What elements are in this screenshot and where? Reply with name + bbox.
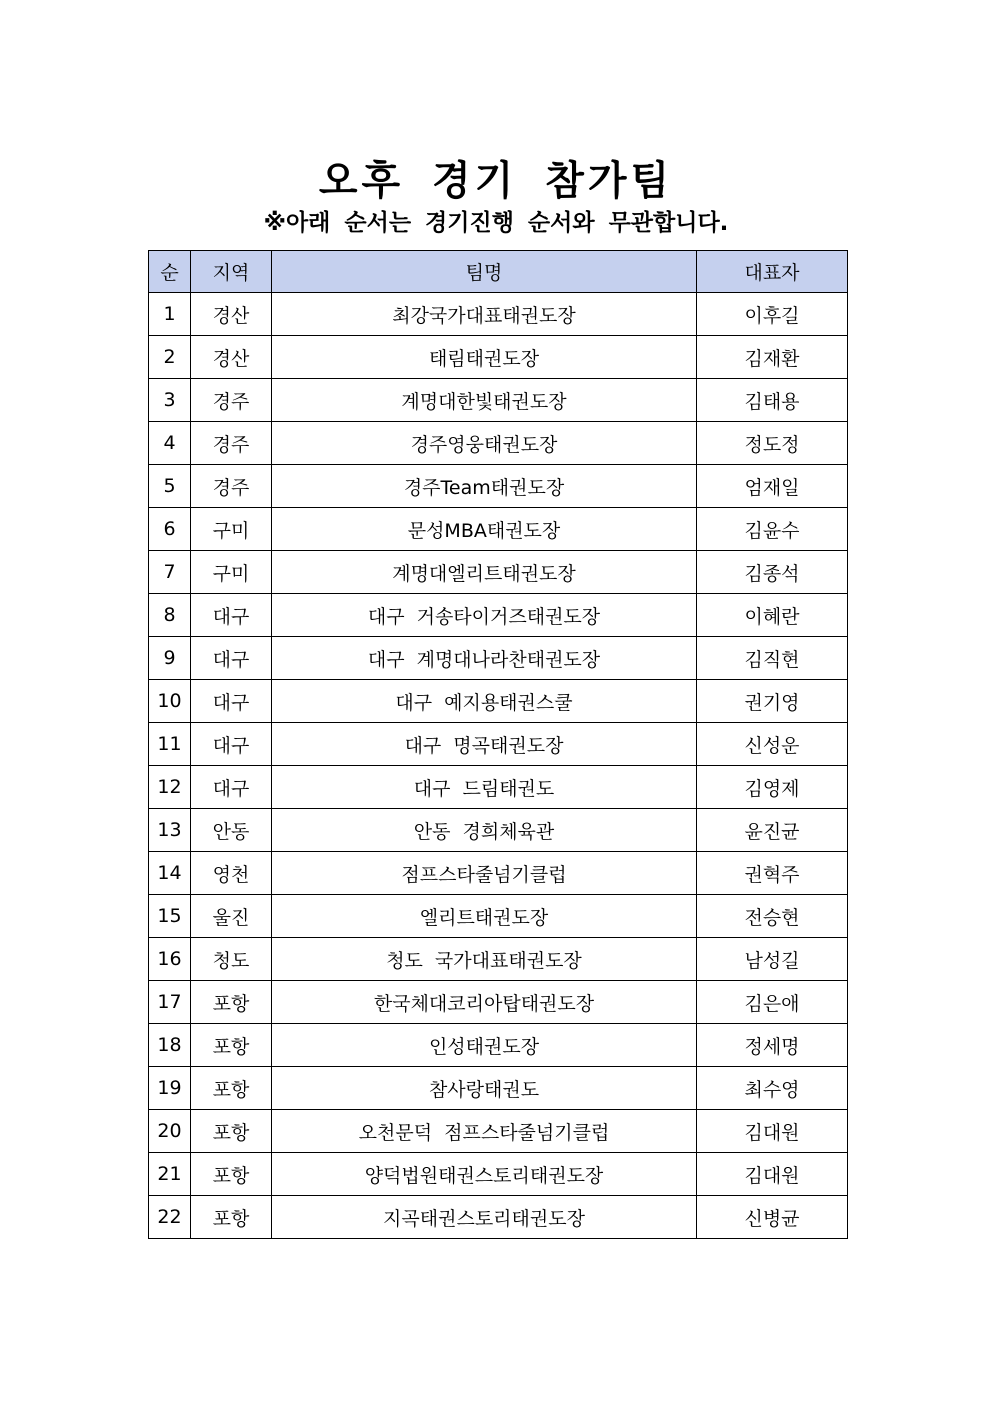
region-cell: 구미 xyxy=(191,551,272,594)
table-row xyxy=(149,336,848,379)
region-cell: 울진 xyxy=(191,895,272,938)
table-row xyxy=(149,551,848,594)
region-cell: 포항 xyxy=(191,1110,272,1153)
representative-cell: 권혁주 xyxy=(697,852,848,895)
table-row xyxy=(149,594,848,637)
region-cell: 대구 xyxy=(191,594,272,637)
header-no: 순 xyxy=(149,251,191,293)
representative-cell: 김대원 xyxy=(697,1153,848,1196)
header-team: 팀명 xyxy=(272,251,697,293)
team-name-cell: 지곡태권스토리태권도장 xyxy=(272,1196,697,1239)
row-number-cell: 4 xyxy=(149,422,191,465)
region-cell: 대구 xyxy=(191,680,272,723)
page-subtitle: ※아래 순서는 경기진행 순서와 무관합니다. xyxy=(263,210,729,236)
table-row xyxy=(149,1153,848,1196)
table-row xyxy=(149,809,848,852)
team-name-cell: 태림태권도장 xyxy=(272,336,697,379)
region-cell: 경주 xyxy=(191,379,272,422)
row-number-cell: 15 xyxy=(149,895,191,938)
region-cell: 경산 xyxy=(191,293,272,336)
region-cell: 영천 xyxy=(191,852,272,895)
team-name-cell: 대구 드림태권도 xyxy=(272,766,697,809)
team-name-cell: 대구 예지용태권스쿨 xyxy=(272,680,697,723)
region-cell: 포항 xyxy=(191,1196,272,1239)
row-number-cell: 16 xyxy=(149,938,191,981)
row-number-cell: 1 xyxy=(149,293,191,336)
row-number-cell: 18 xyxy=(149,1024,191,1067)
team-name-cell: 한국체대코리아탑태권도장 xyxy=(272,981,697,1024)
region-cell: 포항 xyxy=(191,1067,272,1110)
representative-cell: 최수영 xyxy=(697,1067,848,1110)
representative-cell: 김윤수 xyxy=(697,508,848,551)
team-name-cell: 계명대한빛태권도장 xyxy=(272,379,697,422)
table-row xyxy=(149,293,848,336)
row-number-cell: 21 xyxy=(149,1153,191,1196)
team-name-cell: 양덕법원태권스토리태권도장 xyxy=(272,1153,697,1196)
team-name-cell: 계명대엘리트태권도장 xyxy=(272,551,697,594)
team-name-cell: 문성MBA태권도장 xyxy=(272,508,697,551)
region-cell: 청도 xyxy=(191,938,272,981)
header-region: 지역 xyxy=(191,251,272,293)
representative-cell: 이혜란 xyxy=(697,594,848,637)
table-row xyxy=(149,981,848,1024)
representative-cell: 전승현 xyxy=(697,895,848,938)
row-number-cell: 5 xyxy=(149,465,191,508)
table-row xyxy=(149,637,848,680)
row-number-cell: 8 xyxy=(149,594,191,637)
row-number-cell: 17 xyxy=(149,981,191,1024)
team-name-cell: 엘리트태권도장 xyxy=(272,895,697,938)
representative-cell: 김태용 xyxy=(697,379,848,422)
table-row xyxy=(149,723,848,766)
representative-cell: 엄재일 xyxy=(697,465,848,508)
team-name-cell: 오천문덕 점프스타줄넘기클럽 xyxy=(272,1110,697,1153)
region-cell: 대구 xyxy=(191,637,272,680)
team-name-cell: 인성태권도장 xyxy=(272,1024,697,1067)
representative-cell: 김대원 xyxy=(697,1110,848,1153)
team-name-cell: 대구 거송타이거즈태권도장 xyxy=(272,594,697,637)
representative-cell: 김종석 xyxy=(697,551,848,594)
row-number-cell: 19 xyxy=(149,1067,191,1110)
row-number-cell: 9 xyxy=(149,637,191,680)
header-representative: 대표자 xyxy=(697,251,848,293)
team-name-cell: 대구 명곡태권도장 xyxy=(272,723,697,766)
row-number-cell: 14 xyxy=(149,852,191,895)
representative-cell: 정세명 xyxy=(697,1024,848,1067)
table-row xyxy=(149,1110,848,1153)
representative-cell: 신병균 xyxy=(697,1196,848,1239)
team-roster-table xyxy=(148,250,848,1239)
representative-cell: 김직현 xyxy=(697,637,848,680)
row-number-cell: 7 xyxy=(149,551,191,594)
representative-cell: 남성길 xyxy=(697,938,848,981)
region-cell: 경산 xyxy=(191,336,272,379)
table-row xyxy=(149,852,848,895)
team-name-cell: 대구 계명대나라찬태권도장 xyxy=(272,637,697,680)
team-name-cell: 경주Team태권도장 xyxy=(272,465,697,508)
table-row xyxy=(149,422,848,465)
representative-cell: 이후길 xyxy=(697,293,848,336)
table-row xyxy=(149,465,848,508)
region-cell: 대구 xyxy=(191,766,272,809)
region-cell: 포항 xyxy=(191,1153,272,1196)
region-cell: 포항 xyxy=(191,981,272,1024)
team-name-cell: 경주영웅태권도장 xyxy=(272,422,697,465)
row-number-cell: 20 xyxy=(149,1110,191,1153)
table-row xyxy=(149,1067,848,1110)
row-number-cell: 11 xyxy=(149,723,191,766)
representative-cell: 윤진균 xyxy=(697,809,848,852)
table-row xyxy=(149,1196,848,1239)
region-cell: 경주 xyxy=(191,422,272,465)
representative-cell: 김은애 xyxy=(697,981,848,1024)
row-number-cell: 2 xyxy=(149,336,191,379)
representative-cell: 김재환 xyxy=(697,336,848,379)
table-header-row xyxy=(149,251,848,293)
row-number-cell: 10 xyxy=(149,680,191,723)
row-number-cell: 22 xyxy=(149,1196,191,1239)
team-name-cell: 안동 경희체육관 xyxy=(272,809,697,852)
representative-cell: 권기영 xyxy=(697,680,848,723)
region-cell: 경주 xyxy=(191,465,272,508)
region-cell: 포항 xyxy=(191,1024,272,1067)
team-name-cell: 최강국가대표태권도장 xyxy=(272,293,697,336)
table-row xyxy=(149,508,848,551)
row-number-cell: 12 xyxy=(149,766,191,809)
table-row xyxy=(149,1024,848,1067)
table-body xyxy=(149,293,848,1239)
page-title: 오후 경기 참가팀 xyxy=(318,158,674,204)
row-number-cell: 3 xyxy=(149,379,191,422)
table-row xyxy=(149,766,848,809)
region-cell: 구미 xyxy=(191,508,272,551)
table-row xyxy=(149,379,848,422)
team-name-cell: 청도 국가대표태권도장 xyxy=(272,938,697,981)
table-row xyxy=(149,895,848,938)
representative-cell: 정도정 xyxy=(697,422,848,465)
representative-cell: 신성운 xyxy=(697,723,848,766)
row-number-cell: 6 xyxy=(149,508,191,551)
region-cell: 안동 xyxy=(191,809,272,852)
team-name-cell: 참사랑태권도 xyxy=(272,1067,697,1110)
representative-cell: 김영제 xyxy=(697,766,848,809)
team-name-cell: 점프스타줄넘기클럽 xyxy=(272,852,697,895)
table-row xyxy=(149,938,848,981)
region-cell: 대구 xyxy=(191,723,272,766)
row-number-cell: 13 xyxy=(149,809,191,852)
table-row xyxy=(149,680,848,723)
